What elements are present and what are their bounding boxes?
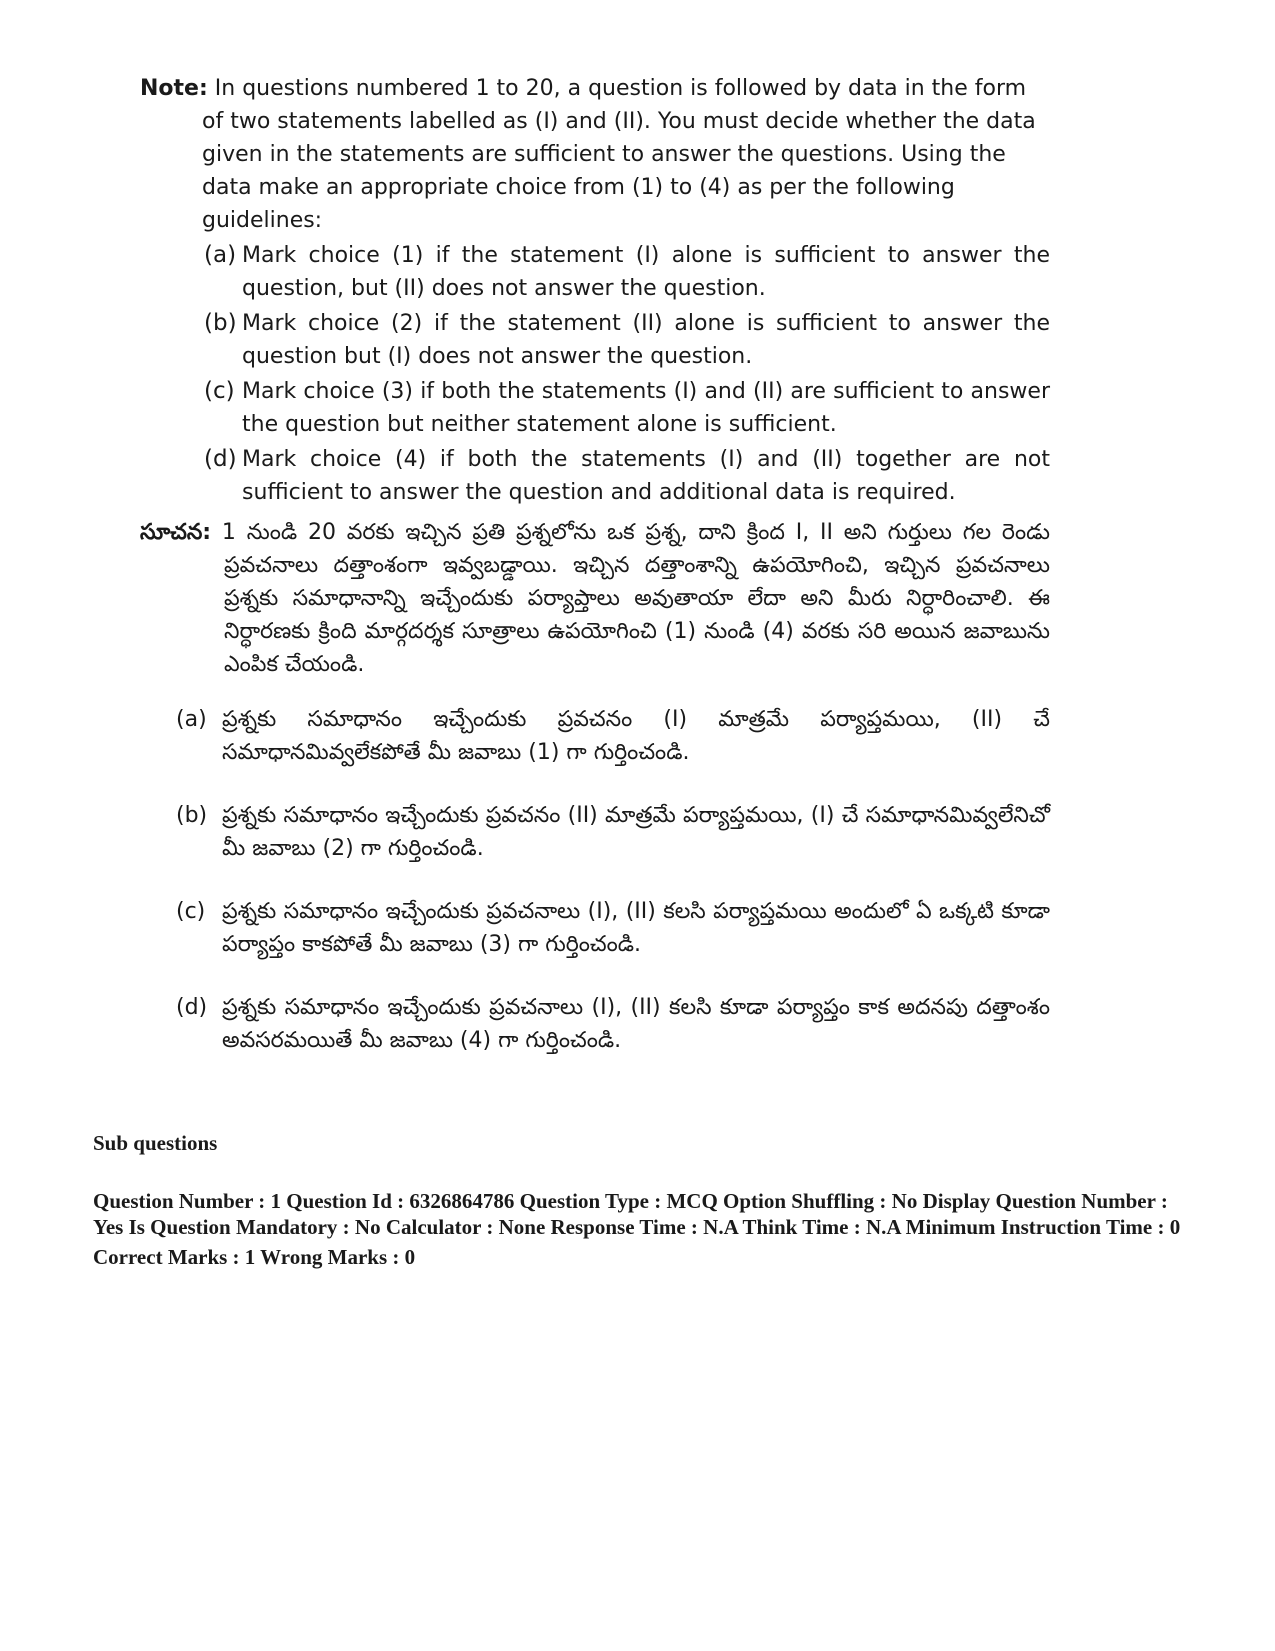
telugu-intro-paragraph (140, 516, 1050, 681)
telugu-guideline-letter: (a) (176, 707, 207, 732)
note-intro-text: In questions numbered 1 to 20, a question is followed by data in the form of two statements labelled as (I) and (II). You must decide whether the data given in the statements are sufficient to answer the questions. Using the data make an appropriate choice from (1) to (4) as per the following guidelines: (202, 76, 1036, 233)
marks-text: Correct Marks : 1 Wrong Marks : 0 (93, 1245, 416, 1269)
guideline-d (140, 443, 1050, 509)
telugu-intro-text: 1 నుండి 20 వరకు ఇచ్చిన ప్రతి ప్రశ్నలోను ఒక ప్రశ్న, దాని క్రింద I, II అని గుర్తులు గల రెండు ప్రవచనాలు దత్తాంశంగా ఇవ్వబడ్డాయి. ఇచ్చిన దత్తాంశాన్ని ఉపయోగించి, ఇచ్చిన ప్రవచనాలు ప్రశ్నకు సమాధానాన్ని ఇచ్చేందుకు పర్యాప్తాలు అవుతాయా లేదా అని మీరు నిర్ధారించాలి. ఈ నిర్ధారణకు క్రింది మార్గదర్శక సూత్రాలు ఉపయోగించి (1) నుండి (4) వరకు సరి అయిన జవాబును ఎంపిక చేయండి. (221, 520, 1050, 677)
note-intro-paragraph (140, 72, 1050, 237)
note-label: Note: (140, 76, 208, 101)
guideline-c (140, 375, 1050, 441)
guideline-text: Mark choice (1) if the statement (I) alone is sufficient to answer the question, but (II) does not answer the question. (242, 243, 1050, 301)
guideline-text: Mark choice (2) if the statement (II) alone is sufficient to answer the question but (I) does not answer the question. (242, 311, 1050, 369)
sub-questions-heading: Sub questions (93, 1131, 218, 1155)
telugu-guideline-text: ప్రశ్నకు సమాధానం ఇచ్చేందుకు ప్రవచనం (I) మాత్రమే పర్యాప్తమయి, (II) చే సమాధానమివ్వలేకపోతే మీ జవాబు (1) గా గుర్తించండి. (222, 707, 1050, 765)
guideline-letter: (d) (204, 446, 237, 472)
question-meta-text: Question Number : 1 Question Id : 6326864786 Question Type : MCQ Option Shuffling : No Display Question Number : Yes Is Question Mandatory : No Calculator : None Response Time : N.A Think Time : N.A Minimum Instruction Time : 0 (93, 1189, 1181, 1239)
telugu-guideline-letter: (c) (176, 899, 206, 924)
telugu-guideline-a (140, 703, 1050, 769)
guideline-letter: (a) (204, 242, 237, 268)
guideline-text: Mark choice (3) if both the statements (I) and (II) are sufficient to answer the question but neither statement alone is sufficient. (242, 379, 1050, 437)
guideline-b (140, 307, 1050, 373)
guideline-text: Mark choice (4) if both the statements (I) and (II) together are not sufficient to answer the question and additional data is required. (242, 447, 1050, 505)
telugu-guideline-text: ప్రశ్నకు సమాధానం ఇచ్చేందుకు ప్రవచనాలు (I), (II) కలసి పర్యాప్తమయి అందులో ఏ ఒక్కటి కూడా పర్యాప్తం కాకపోతే మీ జవాబు (3) గా గుర్తించండి. (222, 899, 1050, 957)
telugu-note-label: సూచన: (140, 520, 212, 545)
guideline-letter: (c) (204, 378, 235, 404)
telugu-guideline-text: ప్రశ్నకు సమాధానం ఇచ్చేందుకు ప్రవచనం (II) మాత్రమే పర్యాప్తమయి, (I) చే సమాధానమివ్వలేనిచో మీ జవాబు (2) గా గుర్తించండి. (222, 803, 1050, 861)
english-note-section (140, 72, 1050, 509)
telugu-guideline-c (140, 895, 1050, 961)
telugu-guideline-text: ప్రశ్నకు సమాధానం ఇచ్చేందుకు ప్రవచనాలు (I), (II) కలసి కూడా పర్యాప్తం కాక అదనపు దత్తాంశం అవసరమయితే మీ జవాబు (4) గా గుర్తించండి. (222, 995, 1050, 1053)
telugu-guideline-letter: (d) (176, 995, 208, 1020)
telugu-guideline-letter: (b) (176, 803, 208, 828)
telugu-note-section (140, 516, 1050, 1057)
guideline-a (140, 239, 1050, 305)
guideline-letter: (b) (204, 310, 237, 336)
question-meta-section (93, 1130, 1193, 1270)
telugu-guideline-b (140, 799, 1050, 865)
telugu-guideline-d (140, 991, 1050, 1057)
